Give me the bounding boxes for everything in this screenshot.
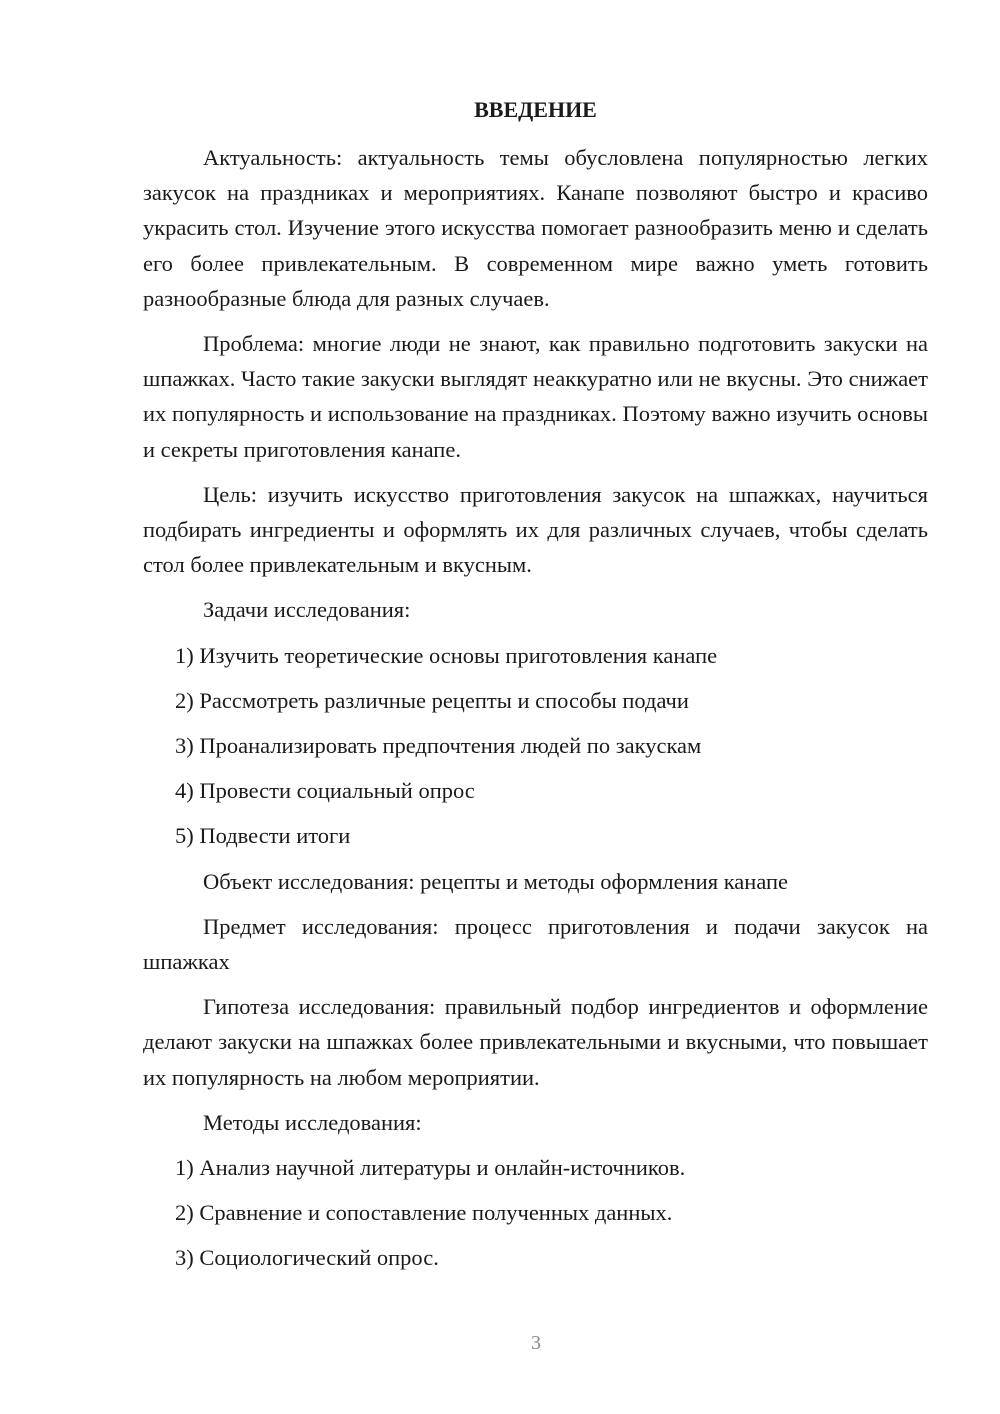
subject-paragraph: Предмет исследования: процесс приготовления и подачи закусок на шпажках — [143, 913, 928, 975]
method-item: 3) Социологический опрос. — [175, 1245, 439, 1271]
task-item: 5) Подвести итоги — [175, 823, 351, 849]
relevance-paragraph: Актуальность: актуальность темы обусловлена популярностью легких закусок на праздниках и мероприятиях. Канапе позволяют быстро и красиво украсить стол. Изучение этого искусства помогает разнообразить меню и сделать его более привлекательным. В современном мире важно уметь готовить разнообразные блюда для разных случаев. — [143, 145, 928, 311]
object-paragraph: Объект исследования: рецепты и методы оформления канапе — [203, 868, 789, 894]
method-item: 1) Анализ научной литературы и онлайн-источников. — [175, 1155, 686, 1181]
task-item: 2) Рассмотреть различные рецепты и способы подачи — [175, 687, 689, 713]
task-item: 4) Провести социальный опрос — [175, 778, 475, 804]
hypothesis-paragraph: Гипотеза исследования: правильный подбор ингредиентов и оформление делают закуски на шпажках более привлекательными и вкусными, что повышает их популярность на любом мероприятии. — [143, 994, 928, 1090]
problem-paragraph: Проблема: многие люди не знают, как правильно подготовить закуски на шпажках. Часто такие закуски выглядят неаккуратно или не вкусны. Это снижает их популярность и использование на праздниках. Поэтому важно изучить основы и секреты приготовления канапе. — [143, 331, 928, 462]
tasks-heading: Задачи исследования: — [203, 597, 411, 623]
page-number: 3 — [531, 1332, 541, 1354]
document-body — [143, 94, 928, 1286]
method-item: 2) Сравнение и сопоставление полученных данных. — [175, 1200, 673, 1226]
goal-paragraph: Цель: изучить искусство приготовления закусок на шпажках, научиться подбирать ингредиенты и оформлять их для различных случаев, чтобы сделать стол более привлекательным и вкусным. — [143, 481, 928, 578]
task-item: 1) Изучить теоретические основы приготовления канапе — [175, 642, 718, 668]
section-title: ВВЕДЕНИЕ — [474, 97, 597, 122]
task-item: 3) Проанализировать предпочтения людей по закускам — [175, 733, 702, 759]
methods-heading: Методы исследования: — [203, 1109, 422, 1135]
